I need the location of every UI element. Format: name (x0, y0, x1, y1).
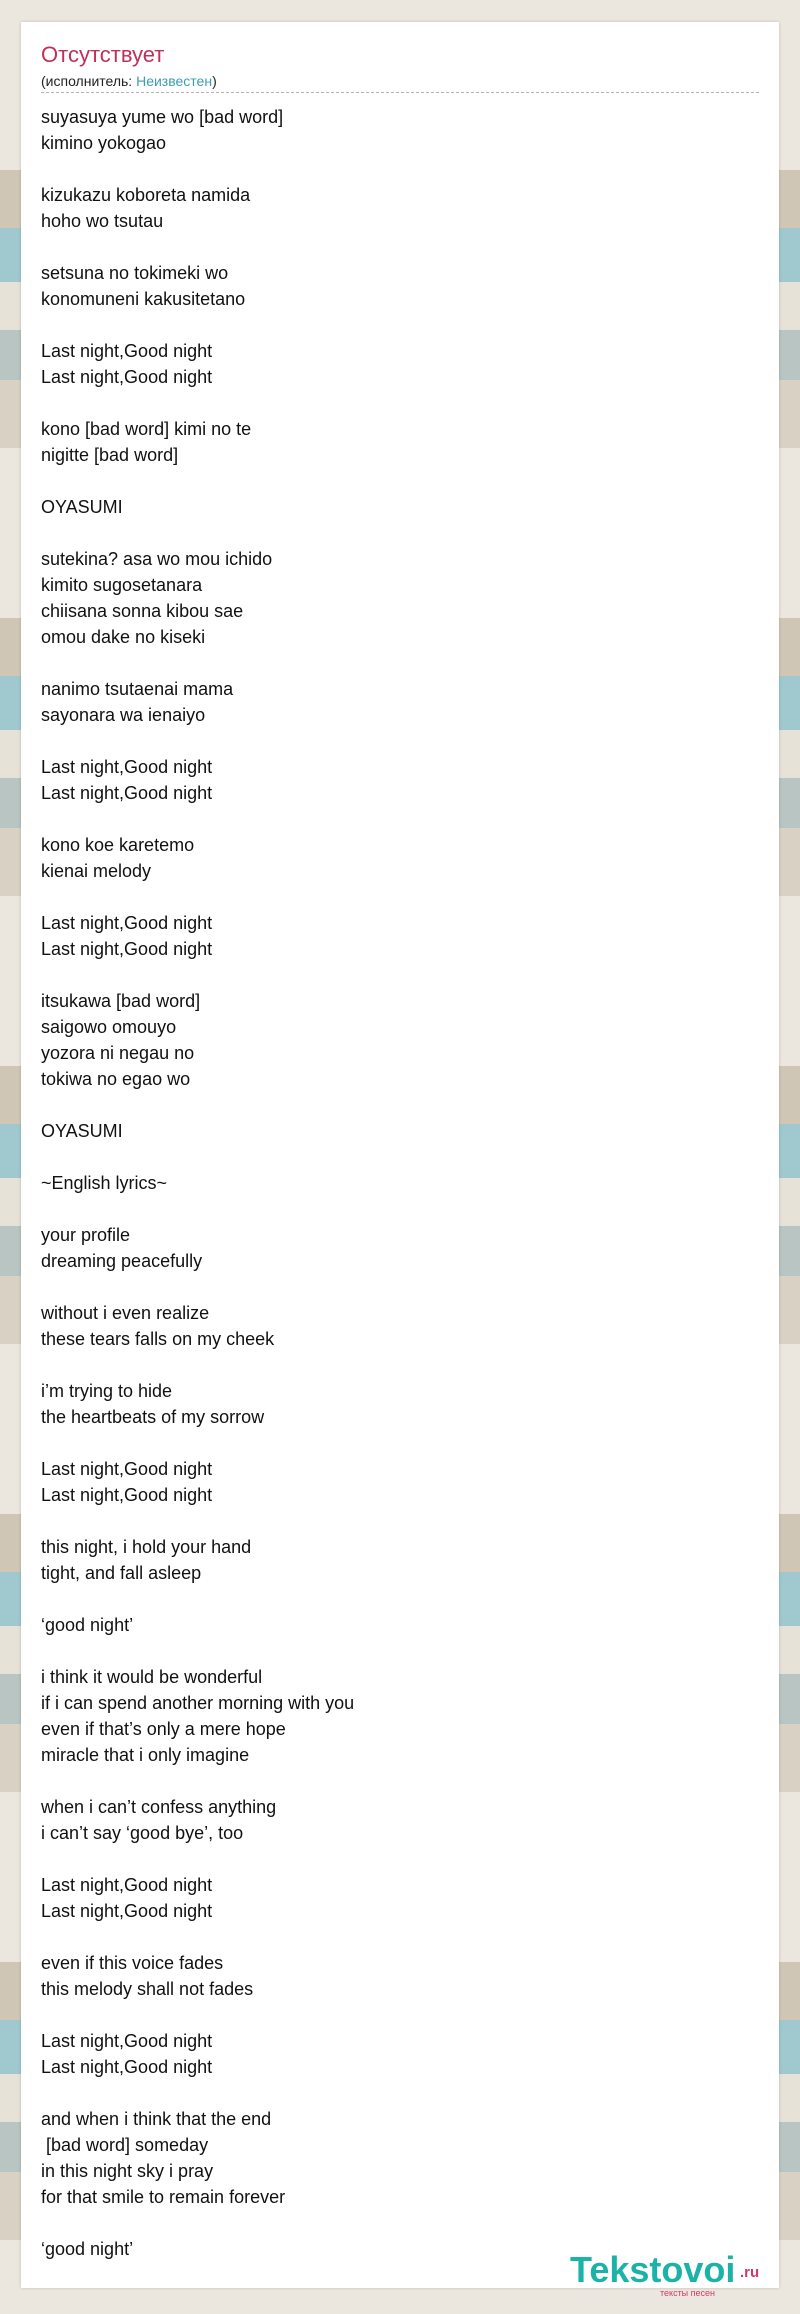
lyric-blank-line (41, 1274, 741, 1300)
lyric-line: Last night,Good night (41, 2057, 213, 2077)
lyric-blank-line (41, 962, 741, 988)
lyric-line: Last night,Good night (41, 1875, 213, 1895)
song-title: Отсутствует (41, 42, 165, 67)
lyric-line: i can’t say ‘good bye’, too (41, 1823, 244, 1843)
lyric-line: suyasuya yume wo [bad word] (41, 107, 284, 127)
lyric-blank-line (41, 156, 741, 182)
lyric-line: Last night,Good night (41, 2031, 213, 2051)
lyric-blank-line (41, 1638, 741, 1664)
lyric-blank-line (41, 1924, 741, 1950)
lyric-blank-line (41, 650, 741, 676)
lyric-line: Last night,Good night (41, 1485, 213, 1505)
lyric-line: without i even realize (41, 1303, 210, 1323)
lyric-line: kimino yokogao (41, 133, 167, 153)
lyric-blank-line (41, 1092, 741, 1118)
lyric-line: miracle that i only imagine (41, 1745, 250, 1765)
logo-wordmark: Tekstovoi (570, 2249, 736, 2290)
lyric-blank-line (41, 520, 741, 546)
lyric-line: Last night,Good night (41, 1459, 213, 1479)
lyric-blank-line (41, 1586, 741, 1612)
lyric-line: this melody shall not fades (41, 1979, 254, 1999)
lyric-line: i’m trying to hide (41, 1381, 173, 1401)
artist-prefix: (исполнитель: (41, 73, 137, 89)
lyric-line: itsukawa [bad word] (41, 991, 201, 1011)
lyric-line: for that smile to remain forever (41, 2187, 286, 2207)
lyric-line: setsuna no tokimeki wo (41, 263, 229, 283)
logo-tagline: тексты песен (660, 2288, 716, 2298)
lyric-blank-line (41, 806, 741, 832)
lyric-line: kono koe karetemo (41, 835, 195, 855)
lyric-line: saigowo omouyo (41, 1017, 177, 1037)
lyric-line: chiisana sonna kibou sae (41, 601, 244, 621)
lyric-line: these tears falls on my cheek (41, 1329, 275, 1349)
lyric-line: ‘good night’ (41, 2239, 134, 2259)
lyric-line: Last night,Good night (41, 783, 213, 803)
lyric-line: in this night sky i pray (41, 2161, 214, 2181)
lyric-line: kono [bad word] kimi no te (41, 419, 252, 439)
lyric-line: [bad word] someday (41, 2135, 209, 2155)
artist-suffix: ) (212, 73, 217, 89)
lyric-line: Last night,Good night (41, 1901, 213, 1921)
lyric-blank-line (41, 1768, 741, 1794)
lyric-blank-line (41, 1846, 741, 1872)
artist-line (41, 72, 217, 90)
artist-link[interactable]: Неизвестен (136, 73, 213, 89)
lyric-line: i think it would be wonderful (41, 1667, 263, 1687)
lyric-line: dreaming peacefully (41, 1251, 203, 1271)
lyrics-text (41, 104, 741, 2262)
lyric-line: Last night,Good night (41, 757, 213, 777)
lyric-line: even if this voice fades (41, 1953, 224, 1973)
lyric-blank-line (41, 2210, 741, 2236)
lyric-line: tokiwa no egao wo (41, 1069, 191, 1089)
site-logo[interactable] (570, 2250, 770, 2298)
lyric-line: and when i think that the end (41, 2109, 272, 2129)
lyric-line: your profile (41, 1225, 131, 1245)
lyrics-card (21, 22, 779, 2288)
lyric-blank-line (41, 234, 741, 260)
lyric-line: the heartbeats of my sorrow (41, 1407, 265, 1427)
title-divider (41, 92, 759, 93)
lyric-blank-line (41, 1196, 741, 1222)
lyric-blank-line (41, 1508, 741, 1534)
lyric-line: Last night,Good night (41, 913, 213, 933)
lyric-line: when i can’t confess anything (41, 1797, 277, 1817)
lyric-line: nanimo tsutaenai mama (41, 679, 234, 699)
lyric-blank-line (41, 312, 741, 338)
lyric-blank-line (41, 728, 741, 754)
lyric-blank-line (41, 468, 741, 494)
lyric-line: Last night,Good night (41, 341, 213, 361)
lyric-line: Last night,Good night (41, 939, 213, 959)
lyric-line: sayonara wa ienaiyo (41, 705, 206, 725)
lyric-line: OYASUMI (41, 1121, 123, 1141)
lyric-line: yozora ni negau no (41, 1043, 195, 1063)
lyric-line: kienai melody (41, 861, 152, 881)
lyric-line: tight, and fall asleep (41, 1563, 202, 1583)
lyric-line: konomuneni kakusitetano (41, 289, 246, 309)
lyric-line: if i can spend another morning with you (41, 1693, 355, 1713)
lyric-blank-line (41, 1430, 741, 1456)
logo-domain: .ru (740, 2264, 760, 2281)
lyric-blank-line (41, 1352, 741, 1378)
lyric-line: hoho wo tsutau (41, 211, 164, 231)
lyric-line: kizukazu koboreta namida (41, 185, 251, 205)
lyric-line: sutekina? asa wo mou ichido (41, 549, 273, 569)
lyric-line: Last night,Good night (41, 367, 213, 387)
lyric-line: even if that’s only a mere hope (41, 1719, 286, 1739)
lyric-line: omou dake no kiseki (41, 627, 206, 647)
lyric-blank-line (41, 1144, 741, 1170)
lyric-line: ‘good night’ (41, 1615, 134, 1635)
lyric-blank-line (41, 884, 741, 910)
lyric-line: kimito sugosetanara (41, 575, 203, 595)
lyric-blank-line (41, 390, 741, 416)
lyric-blank-line (41, 2080, 741, 2106)
lyric-blank-line (41, 2002, 741, 2028)
lyric-line: nigitte [bad word] (41, 445, 179, 465)
lyric-line: ~English lyrics~ (41, 1173, 168, 1193)
lyric-line: this night, i hold your hand (41, 1537, 252, 1557)
lyric-line: OYASUMI (41, 497, 123, 517)
